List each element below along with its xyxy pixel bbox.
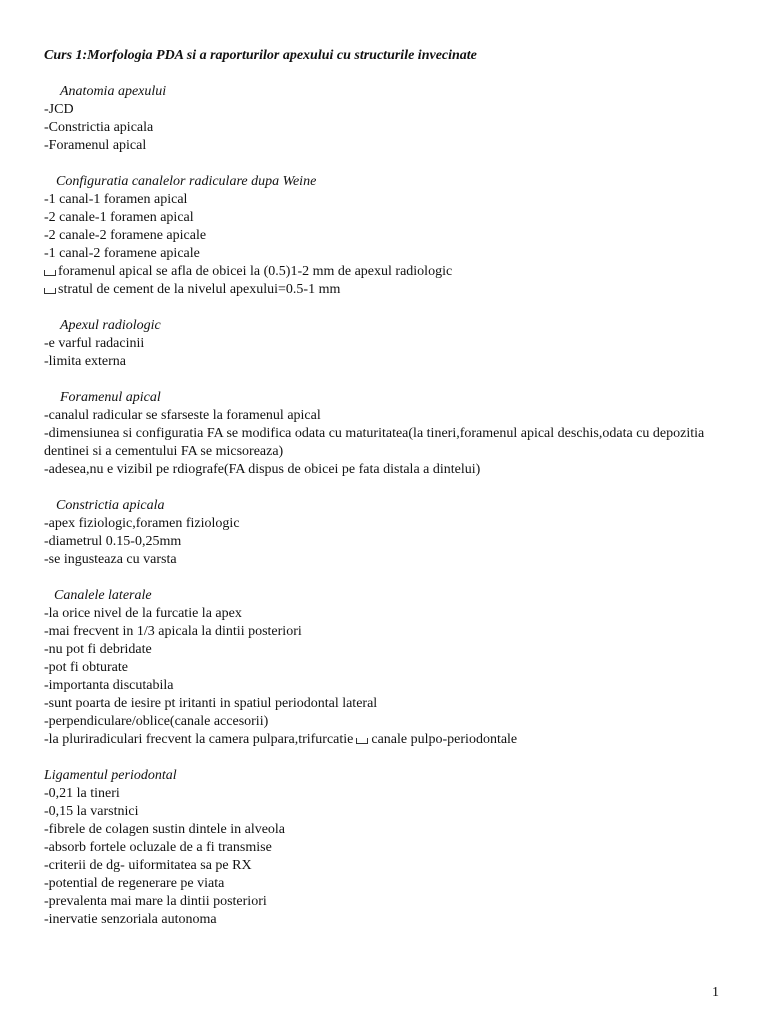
page-number: 1 [712, 985, 719, 1000]
arrow-item [44, 281, 744, 299]
arrow-item-text: stratul de cement de la nivelul apexului=0.5-1 mm [58, 282, 341, 297]
list-item: -mai frecvent in 1/3 apicala la dintii posteriori [44, 624, 302, 639]
section-heading: Foramenul apical [60, 390, 161, 405]
list-item: -perpendiculare/oblice(canale accesorii) [44, 714, 269, 729]
list-item: -limita externa [44, 354, 127, 369]
list-item: -1 canal-1 foramen apical [44, 192, 188, 207]
list-item: -la orice nivel de la furcatie la apex [44, 606, 242, 621]
list-item-text: -la pluriradiculari frecvent la camera pulpara,trifurcatie [44, 732, 354, 747]
section [44, 767, 744, 929]
sections-container [44, 83, 744, 929]
list-item: -pot fi obturate [44, 660, 128, 675]
list-item [44, 731, 744, 749]
section-heading: Constrictia apicala [56, 498, 165, 513]
section [44, 317, 744, 371]
list-item: -criterii de dg- uiformitatea sa pe RX [44, 858, 252, 873]
section-heading: Apexul radiologic [60, 318, 161, 333]
list-item: -canalul radicular se sfarseste la foramenul apical [44, 408, 321, 423]
list-item: -Foramenul apical [44, 138, 147, 153]
list-item: -apex fiziologic,foramen fiziologic [44, 516, 240, 531]
list-item: -0,15 la varstnici [44, 804, 139, 819]
section [44, 497, 744, 569]
arrow-item [44, 263, 744, 281]
list-item: -1 canal-2 foramene apicale [44, 246, 200, 261]
list-item: -diametrul 0.15-0,25mm [44, 534, 182, 549]
list-item: -2 canale-2 foramene apicale [44, 228, 207, 243]
list-item: -adesea,nu e vizibil pe rdiografe(FA dispus de obicei pe fata distala a dintelui) [44, 462, 481, 477]
list-item: -JCD [44, 102, 74, 117]
list-item: -se ingusteaza cu varsta [44, 552, 177, 567]
section [44, 389, 744, 479]
section [44, 173, 744, 299]
arrow-icon [44, 288, 56, 294]
section-heading: Anatomia apexului [60, 84, 167, 99]
list-item: -fibrele de colagen sustin dintele in alveola [44, 822, 286, 837]
list-item: -0,21 la tineri [44, 786, 120, 801]
arrow-icon [356, 738, 368, 744]
list-item: -sunt poarta de iesire pt iritanti in spatiul periodontal lateral [44, 696, 378, 711]
document-page [44, 47, 744, 929]
section [44, 587, 744, 749]
list-item: -2 canale-1 foramen apical [44, 210, 194, 225]
list-item: -Constrictia apicala [44, 120, 154, 135]
arrow-icon [44, 270, 56, 276]
section [44, 83, 744, 155]
section-heading: Canalele laterale [54, 588, 152, 603]
list-item: -inervatie senzoriala autonoma [44, 912, 217, 927]
list-item-text: canale pulpo-periodontale [371, 732, 518, 747]
list-item: -importanta discutabila [44, 678, 174, 693]
arrow-item-text: foramenul apical se afla de obicei la (0.5)1-2 mm de apexul radiologic [58, 264, 453, 279]
list-item: -prevalenta mai mare la dintii posteriori [44, 894, 267, 909]
document-title: Curs 1:Morfologia PDA si a raporturilor apexului cu structurile invecinate [44, 48, 477, 63]
list-item: -e varful radacinii [44, 336, 145, 351]
list-item: -absorb fortele ocluzale de a fi transmise [44, 840, 272, 855]
section-heading: Ligamentul periodontal [44, 768, 177, 783]
list-item: -dimensiunea si configuratia FA se modifica odata cu maturitatea(la tineri,foramenul apical deschis,odata cu depozitia dentinei si a cementului FA se micsoreaza) [44, 426, 705, 459]
list-item: -nu pot fi debridate [44, 642, 152, 657]
list-item: -potential de regenerare pe viata [44, 876, 225, 891]
section-heading: Configuratia canalelor radiculare dupa Weine [56, 174, 317, 189]
